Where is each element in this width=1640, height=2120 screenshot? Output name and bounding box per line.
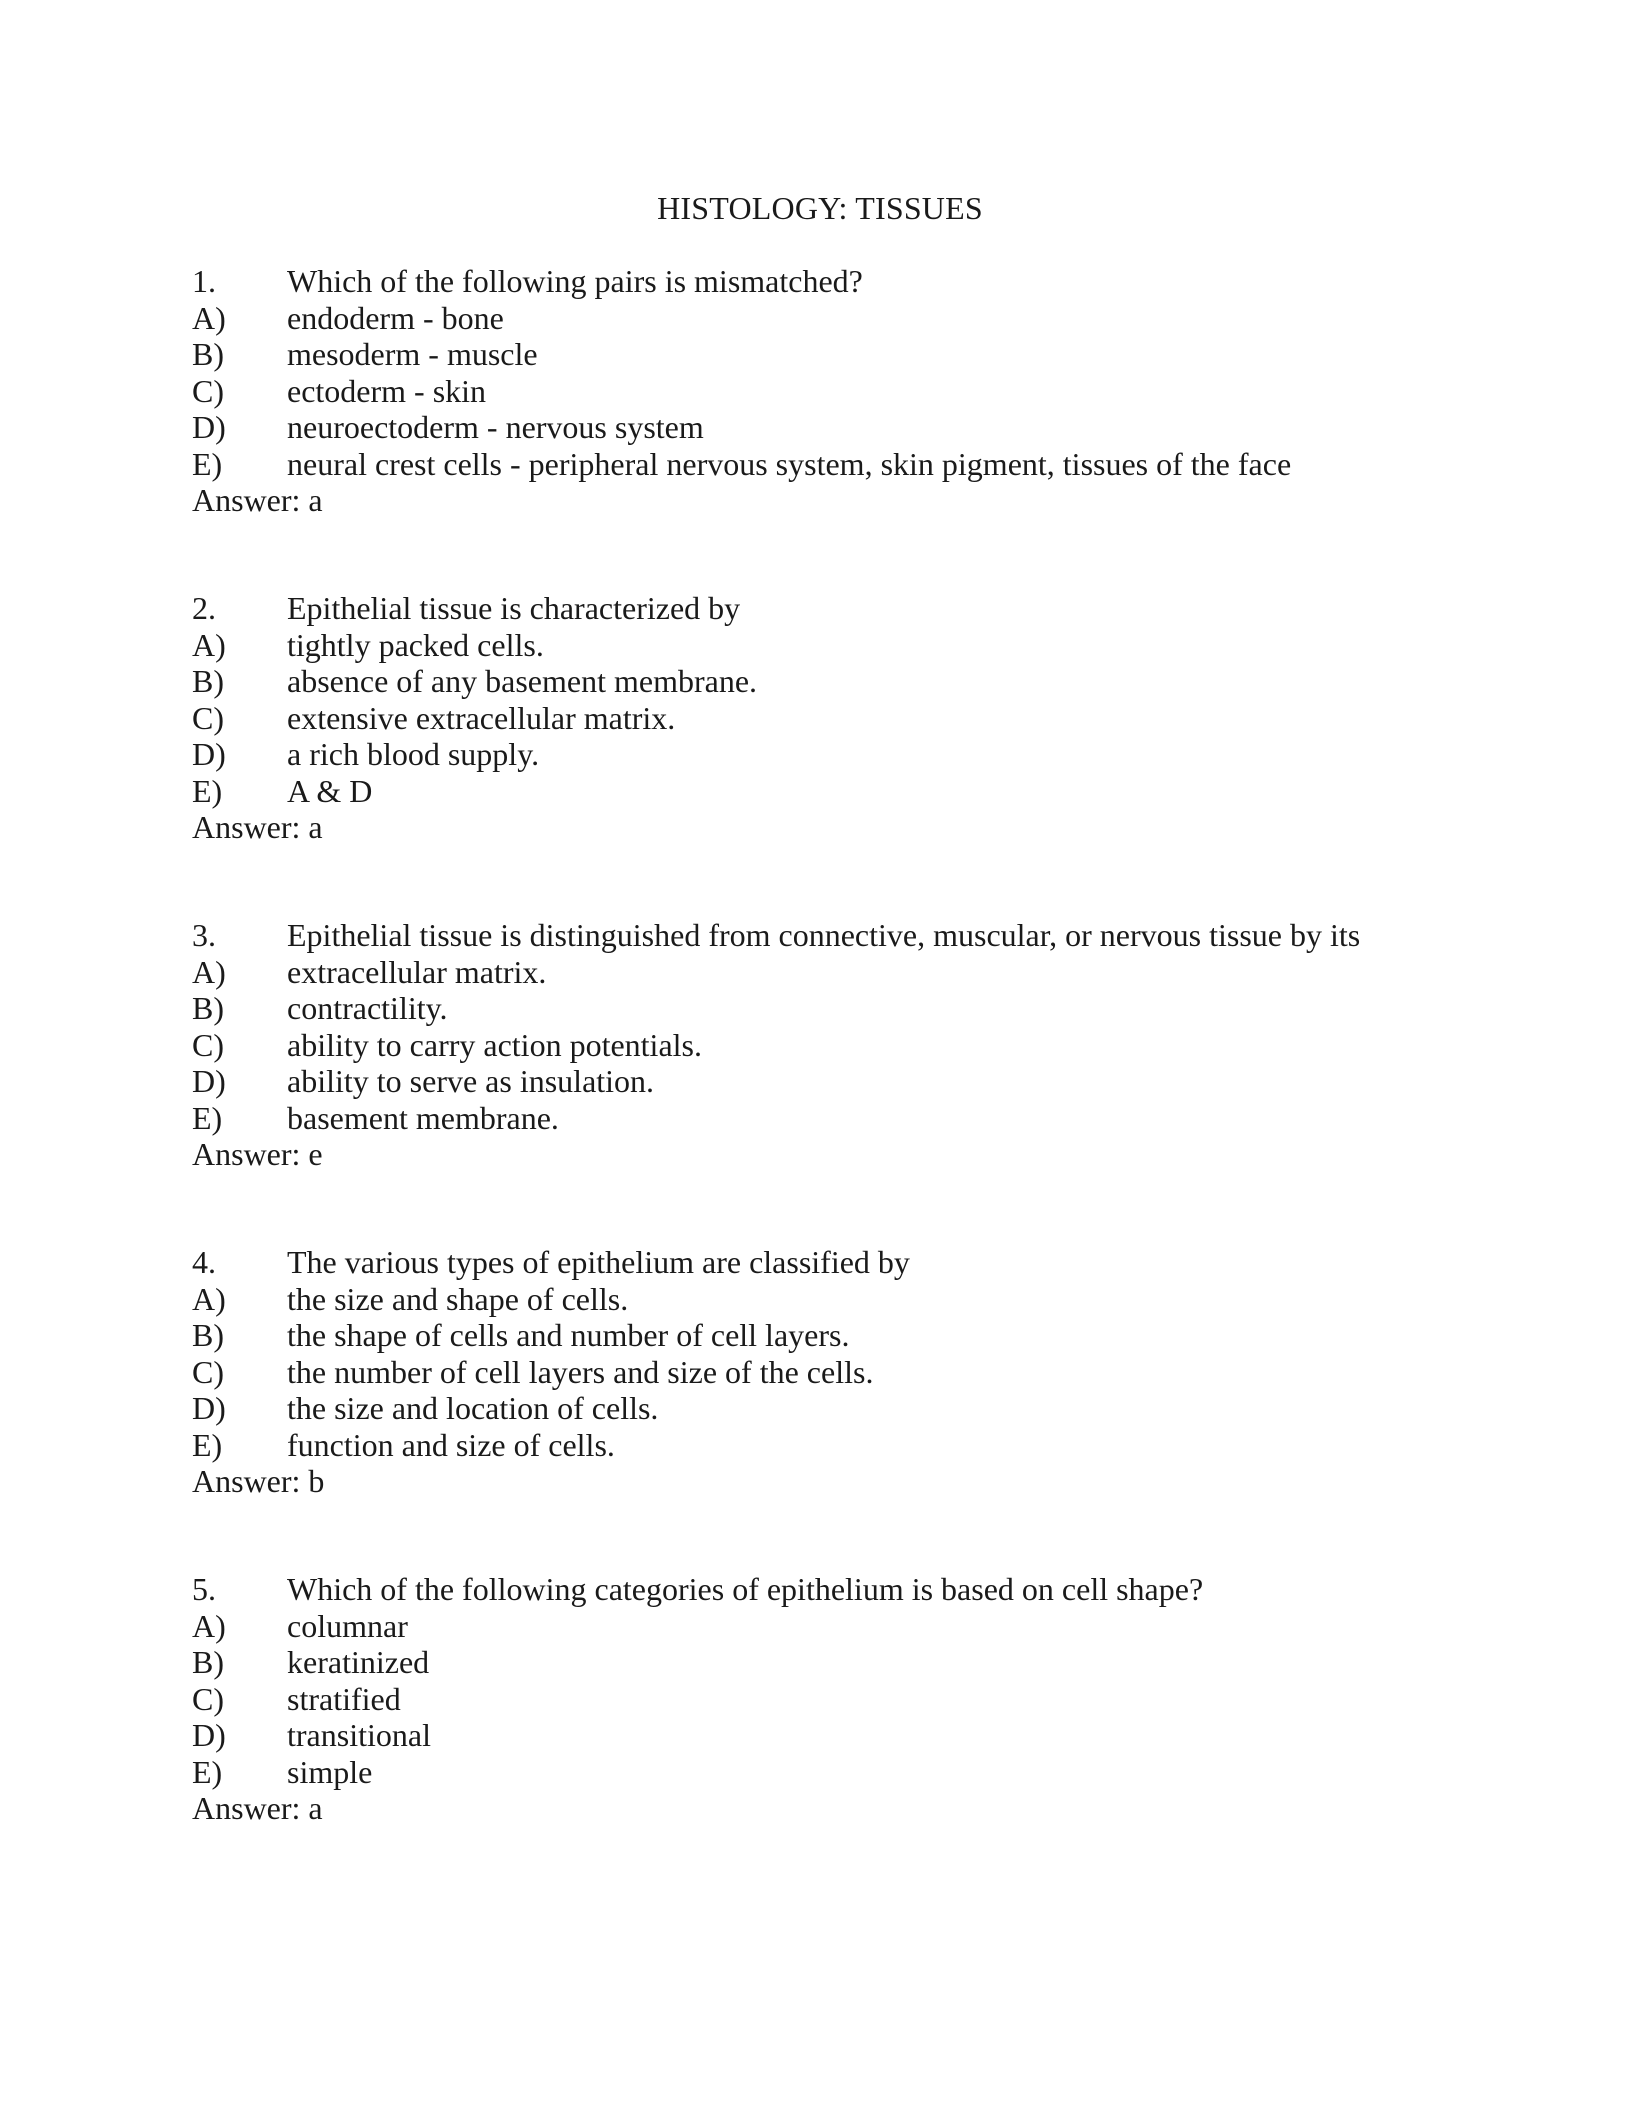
option-d — [192, 1063, 1452, 1100]
option-text: absence of any basement membrane. — [287, 663, 758, 699]
option-text: keratinized — [287, 1644, 430, 1680]
option-b — [192, 990, 1452, 1027]
option-text: a rich blood supply. — [287, 736, 540, 772]
option-label: C) — [192, 372, 224, 409]
question-stem-line — [192, 917, 1452, 954]
option-label: C) — [192, 699, 224, 736]
option-label: D) — [192, 1717, 226, 1753]
answer-text: Answer: a — [192, 482, 323, 518]
option-text: ability to serve as insulation. — [287, 1063, 655, 1099]
option-c — [192, 1027, 1452, 1064]
option-c — [192, 373, 1452, 410]
option-label: D) — [192, 409, 226, 445]
question-stem: The various types of epithelium are classified by — [287, 1244, 910, 1280]
option-label: B) — [192, 663, 224, 699]
option-text: basement membrane. — [287, 1099, 559, 1136]
question-stem: Epithelial tissue is characterized by — [287, 590, 741, 626]
option-label: B) — [192, 336, 224, 372]
question-number: 1. — [192, 263, 216, 299]
option-b — [192, 1317, 1452, 1354]
option-text: A & D — [287, 772, 373, 809]
option-text: the size and location of cells. — [287, 1390, 659, 1426]
option-a — [192, 627, 1452, 664]
answer-line — [192, 1136, 1452, 1173]
option-label: B) — [192, 1644, 224, 1680]
option-text: the shape of cells and number of cell layers. — [287, 1317, 850, 1353]
option-e — [192, 446, 1452, 483]
question-number: 2. — [192, 590, 216, 626]
option-label: A) — [192, 1607, 226, 1644]
option-text: transitional — [287, 1717, 431, 1753]
question-stem: Epithelial tissue is distinguished from connective, muscular, or nervous tissue by its — [287, 917, 1361, 953]
option-text: stratified — [287, 1680, 401, 1717]
option-label: D) — [192, 736, 226, 772]
option-text: tightly packed cells. — [287, 626, 544, 663]
answer-line — [192, 809, 1452, 846]
option-a — [192, 1281, 1452, 1318]
option-label: E) — [192, 1753, 223, 1790]
option-e — [192, 1100, 1452, 1137]
answer-line — [192, 1790, 1452, 1827]
option-text: function and size of cells. — [287, 1426, 615, 1463]
option-text: the number of cell layers and size of the cells. — [287, 1353, 874, 1390]
option-label: C) — [192, 1026, 224, 1063]
option-label: B) — [192, 990, 224, 1026]
question-number: 3. — [192, 917, 216, 953]
option-label: C) — [192, 1680, 224, 1717]
option-text: the size and shape of cells. — [287, 1280, 629, 1317]
document-title: HISTOLOGY: TISSUES — [657, 190, 983, 226]
answer-text: Answer: a — [192, 1790, 323, 1826]
option-text: contractility. — [287, 990, 448, 1026]
question-number: 5. — [192, 1571, 216, 1607]
option-text: columnar — [287, 1607, 408, 1644]
question-1 — [192, 263, 1452, 519]
option-e — [192, 1754, 1452, 1791]
option-label: E) — [192, 1099, 223, 1136]
option-text: neuroectoderm - nervous system — [287, 409, 704, 445]
option-text: neural crest cells - peripheral nervous system, skin pigment, tissues of the face — [287, 445, 1292, 482]
option-label: E) — [192, 1426, 223, 1463]
question-stem-line — [192, 590, 1452, 627]
option-b — [192, 336, 1452, 373]
option-b — [192, 1644, 1452, 1681]
option-a — [192, 1608, 1452, 1645]
option-d — [192, 409, 1452, 446]
question-stem: Which of the following pairs is mismatched? — [287, 263, 863, 299]
option-label: E) — [192, 445, 223, 482]
option-label: A) — [192, 626, 226, 663]
option-label: B) — [192, 1317, 224, 1353]
option-c — [192, 1681, 1452, 1718]
option-a — [192, 300, 1452, 337]
question-stem: Which of the following categories of epithelium is based on cell shape? — [287, 1571, 1204, 1607]
option-b — [192, 663, 1452, 700]
answer-text: Answer: a — [192, 809, 323, 845]
question-3 — [192, 917, 1452, 1173]
option-text: simple — [287, 1753, 373, 1790]
option-e — [192, 1427, 1452, 1464]
option-label: A) — [192, 953, 226, 990]
answer-text: Answer: b — [192, 1463, 325, 1499]
option-text: mesoderm - muscle — [287, 336, 538, 372]
option-text: extracellular matrix. — [287, 953, 547, 990]
option-d — [192, 736, 1452, 773]
answer-text: Answer: e — [192, 1136, 323, 1172]
answer-line — [192, 482, 1452, 519]
option-label: D) — [192, 1063, 226, 1099]
answer-line — [192, 1463, 1452, 1500]
option-text: ectoderm - skin — [287, 372, 487, 409]
option-label: A) — [192, 1280, 226, 1317]
question-4 — [192, 1244, 1452, 1500]
question-number: 4. — [192, 1244, 216, 1280]
option-c — [192, 700, 1452, 737]
question-stem-line — [192, 263, 1452, 300]
option-d — [192, 1390, 1452, 1427]
option-c — [192, 1354, 1452, 1391]
option-text: extensive extracellular matrix. — [287, 699, 676, 736]
question-stem-line — [192, 1571, 1452, 1608]
option-e — [192, 773, 1452, 810]
option-text: endoderm - bone — [287, 299, 504, 336]
option-label: A) — [192, 299, 226, 336]
question-2 — [192, 590, 1452, 846]
option-text: ability to carry action potentials. — [287, 1026, 702, 1063]
option-label: C) — [192, 1353, 224, 1390]
question-5 — [192, 1571, 1452, 1827]
question-stem-line — [192, 1244, 1452, 1281]
option-label: E) — [192, 772, 223, 809]
option-d — [192, 1717, 1452, 1754]
option-a — [192, 954, 1452, 991]
option-label: D) — [192, 1390, 226, 1426]
